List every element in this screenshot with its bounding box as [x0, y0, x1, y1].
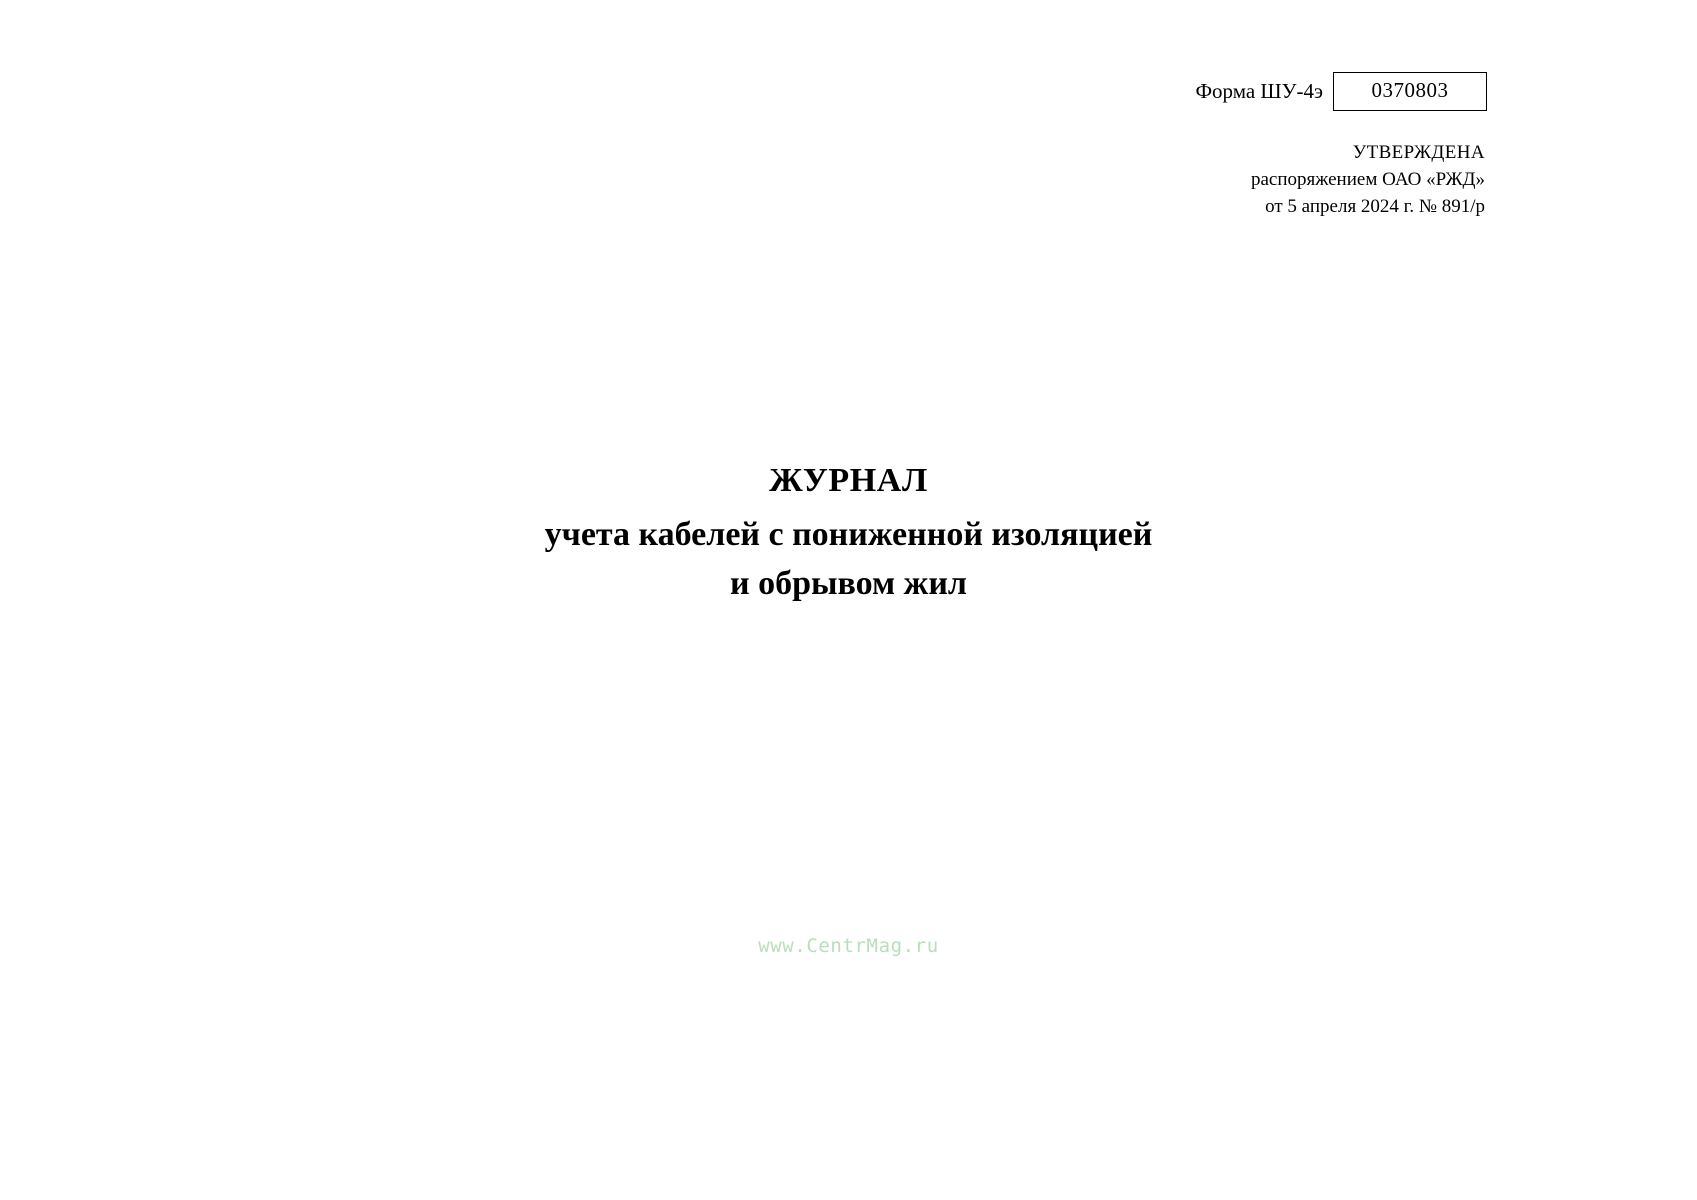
form-label: Форма ШУ-4э: [1195, 79, 1323, 103]
approval-date: от 5 апреля 2024 г. № 891/р: [1265, 195, 1485, 217]
title-main: ЖУРНАЛ: [769, 462, 928, 499]
watermark: www.CentrMag.ru: [758, 935, 939, 957]
form-header: [1195, 72, 1487, 111]
form-code-box: 0370803: [1333, 72, 1487, 111]
approval-block: [1251, 140, 1485, 221]
title-subtitle: [0, 510, 1697, 609]
page-title: [0, 460, 1697, 608]
title-subtitle-line-1: учета кабелей с пониженной изоляцией: [544, 515, 1153, 553]
title-subtitle-line-2: и обрывом жил: [729, 564, 967, 602]
approval-order: распоряжением ОАО «РЖД»: [1250, 168, 1485, 190]
approval-heading: УТВЕРЖДЕНА: [1352, 142, 1485, 163]
